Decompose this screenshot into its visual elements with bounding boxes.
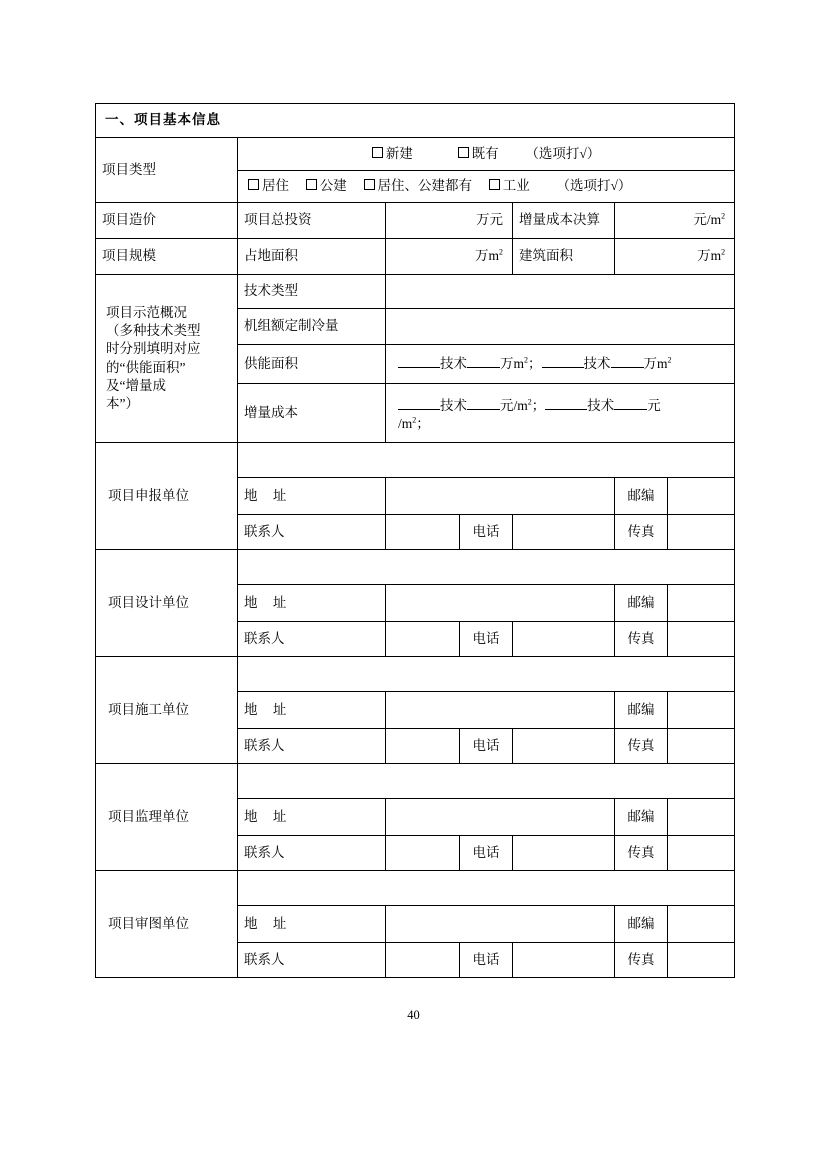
incremental-cost-unit-2-sup: 2 — [412, 415, 417, 425]
address-label-drawing-review: 地 址 — [238, 906, 386, 943]
checkbox-icon[interactable] — [364, 179, 375, 190]
incremental-cost-blank-1[interactable] — [398, 409, 440, 410]
demo-overview-label-line-4: 的“供能面积” — [106, 359, 186, 375]
phone-label-design: 电话 — [460, 622, 513, 657]
unit-label-drawing-review: 项目审图单位 — [96, 871, 238, 978]
contact-label-drawing-review: 联系人 — [238, 943, 386, 978]
fax-label-drawing-review: 传真 — [615, 943, 668, 978]
incremental-cost-blank-2[interactable] — [467, 409, 500, 410]
unit-name-row — [96, 871, 735, 906]
postcode-label-design: 邮编 — [615, 585, 668, 622]
postcode-label-declaring: 邮编 — [615, 478, 668, 515]
project-type-row-new-existing — [96, 138, 735, 171]
incremental-cost-unit-1: 元/m — [500, 397, 528, 413]
supply-area-separator: ； — [528, 355, 542, 371]
postcode-label-supervision: 邮编 — [615, 799, 668, 836]
supply-area-tech-2: 技术 — [583, 355, 611, 371]
unit-label-design: 项目设计单位 — [96, 550, 238, 657]
address-value-design[interactable] — [386, 585, 615, 622]
unit-name-value-declaring[interactable] — [238, 443, 735, 478]
address-label-supervision: 地 址 — [238, 799, 386, 836]
phone-label-construction: 电话 — [460, 729, 513, 764]
supply-area-blank-2[interactable] — [467, 367, 500, 368]
address-label-design: 地 址 — [238, 585, 386, 622]
incremental-cost-blank-3[interactable] — [545, 409, 587, 410]
project-type-label: 项目类型 — [96, 138, 238, 203]
incremental-cost-unit-text: 元/m — [693, 212, 722, 228]
total-investment-label: 项目总投资 — [238, 203, 386, 239]
address-value-construction[interactable] — [386, 692, 615, 729]
incremental-cost-separator: ； — [531, 397, 546, 413]
demo-overview-label-line-1: 项目示范概况 — [106, 304, 187, 320]
demo-overview-label-line-5: 及“增量成 — [106, 377, 166, 393]
option-mixed-use[interactable] — [364, 178, 473, 193]
address-label-construction: 地 址 — [238, 692, 386, 729]
phone-value-design[interactable] — [513, 622, 615, 657]
rated-cooling-capacity-label: 机组额定制冷量 — [238, 309, 386, 345]
fax-label-declaring: 传真 — [615, 515, 668, 550]
land-area-label: 占地面积 — [238, 239, 386, 275]
postcode-value-design[interactable] — [668, 585, 735, 622]
incremental-cost-tail: ； — [416, 416, 430, 431]
postcode-value-drawing-review[interactable] — [668, 906, 735, 943]
project-cost-row — [96, 203, 735, 239]
unit-name-value-drawing-review[interactable] — [238, 871, 735, 906]
phone-label-supervision: 电话 — [460, 836, 513, 871]
land-area-unit[interactable] — [386, 239, 513, 275]
checkbox-icon[interactable] — [248, 179, 259, 190]
section-title: 一、项目基本信息 — [96, 104, 735, 138]
fax-value-declaring[interactable] — [668, 515, 735, 550]
demo-overview-label — [96, 275, 238, 443]
incremental-cost-settlement-unit[interactable] — [615, 203, 735, 239]
fax-value-construction[interactable] — [668, 729, 735, 764]
phone-label-declaring: 电话 — [460, 515, 513, 550]
project-cost-label: 项目造价 — [96, 203, 238, 239]
address-value-declaring[interactable] — [386, 478, 615, 515]
checkbox-icon[interactable] — [489, 179, 500, 190]
incremental-cost-settlement-label: 增量成本决算 — [513, 203, 615, 239]
checkbox-icon[interactable] — [458, 147, 469, 158]
option-existing-build[interactable] — [458, 146, 499, 161]
checkbox-icon[interactable] — [372, 147, 383, 158]
option-existing-build-label: 既有 — [471, 145, 499, 161]
supply-area-unit-1: 万m — [500, 355, 525, 371]
rated-cooling-capacity-value[interactable] — [386, 309, 735, 345]
address-label-declaring: 地 址 — [238, 478, 386, 515]
option-industrial[interactable] — [489, 178, 530, 193]
contact-value-construction[interactable] — [386, 729, 460, 764]
floor-area-unit-text: 万m — [697, 248, 722, 264]
unit-name-row — [96, 550, 735, 585]
option-public-building-label: 公建 — [319, 178, 347, 194]
option-residential[interactable] — [248, 178, 289, 193]
phone-value-drawing-review[interactable] — [513, 943, 615, 978]
section-header-row — [96, 104, 735, 138]
contact-value-declaring[interactable] — [386, 515, 460, 550]
unit-name-row — [96, 443, 735, 478]
contact-value-drawing-review[interactable] — [386, 943, 460, 978]
supply-area-blank-1[interactable] — [398, 367, 440, 368]
address-value-drawing-review[interactable] — [386, 906, 615, 943]
tech-type-label: 技术类型 — [238, 275, 386, 309]
unit-name-row — [96, 764, 735, 799]
contact-label-design: 联系人 — [238, 622, 386, 657]
incremental-cost-unit-1-sup: 2 — [527, 397, 532, 407]
page-number: 40 — [407, 1008, 420, 1022]
fax-value-design[interactable] — [668, 622, 735, 657]
fax-label-design: 传真 — [615, 622, 668, 657]
project-type-note-primary: （选项打√） — [525, 145, 601, 161]
postcode-value-supervision[interactable] — [668, 799, 735, 836]
land-area-unit-text: 万m — [474, 248, 499, 264]
contact-label-supervision: 联系人 — [238, 836, 386, 871]
unit-name-value-supervision[interactable] — [238, 764, 735, 799]
fax-value-drawing-review[interactable] — [668, 943, 735, 978]
phone-label-drawing-review: 电话 — [460, 943, 513, 978]
fax-label-construction: 传真 — [615, 729, 668, 764]
option-public-building[interactable] — [306, 178, 347, 193]
address-value-supervision[interactable] — [386, 799, 615, 836]
contact-value-design[interactable] — [386, 622, 460, 657]
postcode-label-construction: 邮编 — [615, 692, 668, 729]
incremental-cost-tech-1: 技术 — [440, 397, 467, 413]
option-new-build[interactable] — [372, 146, 413, 161]
incremental-cost-tech-2: 技术 — [587, 397, 615, 413]
supply-area-unit-1-sup: 2 — [524, 355, 529, 365]
tech-type-value[interactable] — [386, 275, 735, 309]
option-industrial-label: 工业 — [502, 178, 530, 194]
project-scale-label: 项目规模 — [96, 239, 238, 275]
incremental-cost-value[interactable] — [386, 384, 735, 443]
fax-label-supervision: 传真 — [615, 836, 668, 871]
supply-area-blank-4[interactable] — [611, 367, 644, 368]
supply-area-blank-3[interactable] — [542, 367, 584, 368]
unit-label-declaring: 项目申报单位 — [96, 443, 238, 550]
contact-label-construction: 联系人 — [238, 729, 386, 764]
checkbox-icon[interactable] — [306, 179, 317, 190]
floor-area-unit[interactable] — [615, 239, 735, 275]
incremental-cost-blank-4[interactable] — [614, 409, 647, 410]
postcode-value-construction[interactable] — [668, 692, 735, 729]
floor-area-label: 建筑面积 — [513, 239, 615, 275]
demo-overview-tech-type-row — [96, 275, 735, 309]
supply-area-label: 供能面积 — [238, 345, 386, 384]
unit-label-supervision: 项目监理单位 — [96, 764, 238, 871]
project-scale-row — [96, 239, 735, 275]
incremental-cost-unit-2: 元 — [647, 397, 661, 413]
demo-overview-label-line-6: 本”） — [106, 395, 139, 411]
demo-overview-label-line-2: （多种技术类型 — [106, 323, 201, 339]
supply-area-unit-2: 万m — [643, 355, 668, 371]
project-type-options-usage — [238, 171, 735, 203]
option-mixed-use-label: 居住、公建都有 — [377, 178, 472, 194]
unit-name-value-design[interactable] — [238, 550, 735, 585]
floor-area-unit-sup: 2 — [721, 247, 726, 257]
phone-value-construction[interactable] — [513, 729, 615, 764]
project-basic-info-table — [95, 103, 735, 978]
option-new-build-label: 新建 — [385, 145, 413, 161]
supply-area-unit-2-sup: 2 — [667, 355, 672, 365]
incremental-cost-unit-sup: 2 — [721, 211, 726, 221]
phone-value-supervision[interactable] — [513, 836, 615, 871]
demo-overview-label-line-3: 时分别填明对应 — [106, 341, 201, 357]
contact-label-declaring: 联系人 — [238, 515, 386, 550]
supply-area-tech-1: 技术 — [440, 355, 467, 371]
land-area-unit-sup: 2 — [499, 247, 503, 257]
unit-name-value-construction[interactable] — [238, 657, 735, 692]
postcode-value-declaring[interactable] — [668, 478, 735, 515]
unit-label-construction: 项目施工单位 — [96, 657, 238, 764]
contact-value-supervision[interactable] — [386, 836, 460, 871]
incremental-cost-unit-2-wrap: /m — [398, 416, 413, 431]
postcode-label-drawing-review: 邮编 — [615, 906, 668, 943]
option-residential-label: 居住 — [262, 178, 289, 194]
project-type-options-primary — [238, 138, 735, 171]
phone-value-declaring[interactable] — [513, 515, 615, 550]
project-type-note-usage: （选项打√） — [556, 178, 632, 194]
total-investment-unit[interactable]: 万元 — [386, 203, 513, 239]
fax-value-supervision[interactable] — [668, 836, 735, 871]
unit-name-row — [96, 657, 735, 692]
supply-area-value[interactable] — [386, 345, 735, 384]
incremental-cost-label: 增量成本 — [238, 384, 386, 443]
